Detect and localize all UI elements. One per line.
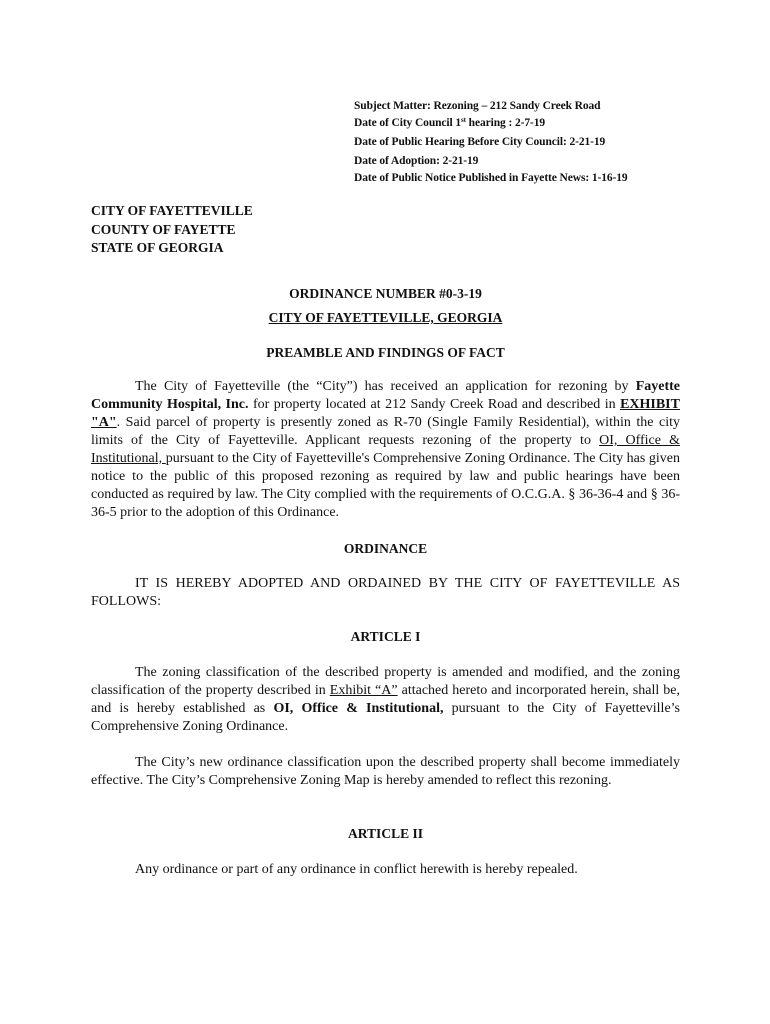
applicant-name: Fayette Community Hospital, Inc. (91, 379, 680, 412)
adoption-date: Date of Adoption: 2-21-19 (354, 155, 479, 167)
preamble-text-4: pursuant to the City of Fayetteville's Comprehensive Zoning Ordinance. The City has given notice to the public of this proposed rezoning as required by law and public hearings have been conducted as required by law. The City complied with the requirements of O.C.G.A. § 36-36-4 and § 36-36-5 prior to the adoption of this Ordinance. (91, 451, 680, 520)
article-1-text-3: pursuant to the City of Fayetteville’s Comprehensive Zoning Ordinance. (91, 701, 681, 734)
exhibit-a-link: Exhibit “A” (329, 683, 398, 698)
first-hearing-label: Date of City Council 1 (354, 117, 462, 129)
zoning-classification: OI, Office & Institutional, (273, 701, 444, 716)
preamble-paragraph (91, 378, 680, 522)
ordinance-heading: ORDINANCE (343, 541, 428, 556)
ordinance-number: ORDINANCE NUMBER #0-3-19 (289, 286, 482, 301)
public-hearing-date: Date of Public Hearing Before City Council: 2-21-19 (354, 136, 606, 148)
subject-matter: Subject Matter: Rezoning – 212 Sandy Creek Road (354, 100, 601, 112)
article-1-paragraph (91, 664, 680, 736)
jurisdiction-block (91, 202, 253, 258)
first-hearing-value: hearing : 2-7-19 (465, 117, 546, 129)
county-name: COUNTY OF FAYETTE (91, 221, 236, 237)
preamble-text-3: . Said parcel of property is presently zoned as R-70 (Single Family Residential), within the city limits of the City of Fayetteville. Applicant requests rezoning of the property to (91, 415, 680, 448)
meeting-info-block (354, 98, 628, 187)
article-1-heading: ARTICLE I (350, 629, 421, 644)
ordinal-suffix: st (461, 116, 466, 124)
article-1-text-1: The zoning classification of the described property is amended and modified, and the zoning classification of the property described in (91, 665, 680, 698)
city-title: CITY OF FAYETTEVILLE, GEORGIA (268, 310, 503, 325)
exhibit-a-reference: EXHIBIT "A" (91, 397, 680, 430)
city-name: CITY OF FAYETTEVILLE (91, 203, 253, 218)
article-2-heading: ARTICLE II (348, 826, 423, 841)
adoption-clause: IT IS HEREBY ADOPTED AND ORDAINED BY THE CITY OF FAYETTEVILLE AS FOLLOWS: (91, 576, 680, 609)
first-hearing-date (354, 115, 628, 132)
zoning-district-reference: OI, Office & Institutional, (91, 433, 680, 466)
repeal-clause: Any ordinance or part of any ordinance in conflict herewith is hereby repealed. (135, 862, 578, 877)
public-notice-date: Date of Public Notice Published in Fayette News: 1-16-19 (354, 172, 628, 184)
state-name: STATE OF GEORGIA (91, 240, 224, 255)
preamble-heading: PREAMBLE AND FINDINGS OF FACT (266, 345, 505, 360)
preamble-text-1: The City of Fayetteville (the “City”) has received an application for rezoning by (135, 379, 636, 394)
preamble-text-2: for property located at 212 Sandy Creek Road and described in (248, 397, 621, 412)
article-1-text-2: attached hereto and incorporated herein, shall be, and is hereby established as (91, 683, 680, 716)
effective-paragraph: The City’s new ordinance classification upon the described property shall become immediately effective. The City’s Comprehensive Zoning Map is hereby amended to reflect this rezoning. (91, 755, 680, 788)
